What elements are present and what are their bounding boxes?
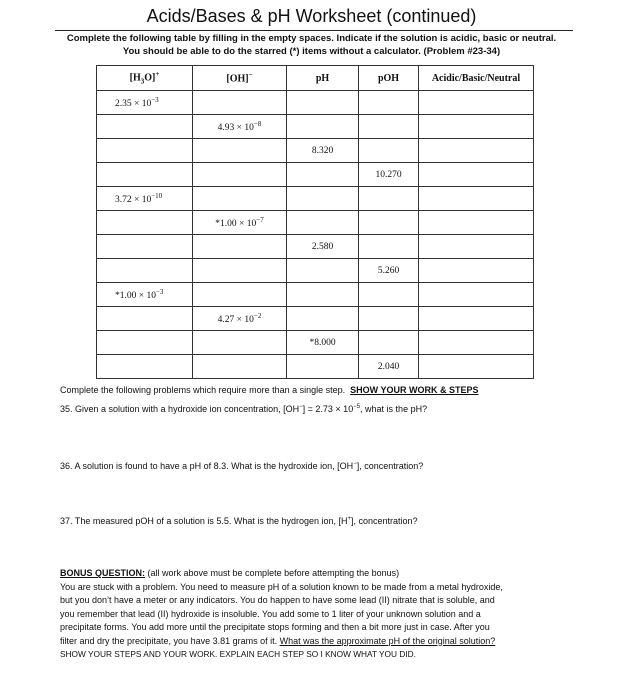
- cell-nature: [419, 115, 534, 139]
- cell-h3o: [97, 355, 193, 379]
- table-row: [97, 259, 534, 283]
- cell-nature: [419, 307, 534, 331]
- cell-poh: [359, 211, 419, 235]
- cell-h3o: [97, 211, 193, 235]
- ph-table: [96, 65, 534, 379]
- cell-oh: [193, 259, 287, 283]
- cell-h3o: $3.72 \times 10^{-10}$: [97, 187, 193, 211]
- show-work-emphasis: SHOW YOUR WORK & STEPS: [350, 385, 479, 395]
- table-row: [97, 331, 534, 355]
- cell-oh: [193, 331, 287, 355]
- header-poh: pOH: [359, 66, 419, 91]
- problem-36: 36. A solution is found to have a pH of 8.3. What is the hydroxide ion, [OH−], concentration?: [60, 461, 424, 471]
- bonus-heading: BONUS QUESTION: (all work above must be complete before attempting the bonus): [60, 568, 400, 578]
- cell-poh: [359, 235, 419, 259]
- header-oh: [OH]−: [193, 66, 287, 91]
- cell-nature: [419, 139, 534, 163]
- bonus-line-5: filter and dry the precipitate, you have 3.81 grams of it. What was the approximate pH of the original solution?: [60, 635, 496, 646]
- cell-oh: [193, 283, 287, 307]
- cell-oh: [193, 355, 287, 379]
- cell-ph: [287, 283, 359, 307]
- cell-nature: [419, 355, 534, 379]
- instruction-line-1: Complete the following table by filling in the empty spaces. Indicate if the solution is acidic, basic or neutral.: [66, 33, 557, 44]
- table-body: [97, 91, 534, 379]
- header-nature: Acidic/Basic/Neutral: [419, 66, 534, 91]
- table-row: [97, 91, 534, 115]
- bonus-line-2: but you don’t have a meter or any indicators. You do happen to have some lead (II) nitrate that is soluble, and: [60, 595, 495, 605]
- problem-35: 35. Given a solution with a hydroxide ion concentration, $[OH^-] = 2.73 \times 10^{-5}$, what is the pH?: [60, 404, 428, 414]
- cell-oh: [193, 139, 287, 163]
- cell-ph: [287, 355, 359, 379]
- bonus-question: [60, 567, 580, 662]
- bonus-line-3: you remember that lead (II) hydroxide is insoluble. You add some to 1 liter of your unknown solution and a: [60, 608, 481, 619]
- cell-h3o: [97, 235, 193, 259]
- cell-poh: 5.260: [359, 259, 419, 283]
- cell-h3o: [97, 115, 193, 139]
- bonus-line-6: SHOW YOUR STEPS AND YOUR WORK. EXPLAIN EACH STEP SO I KNOW WHAT YOU DID.: [60, 649, 416, 659]
- table-row: [97, 211, 534, 235]
- table-row: [97, 235, 534, 259]
- cell-poh: [359, 139, 419, 163]
- bonus-line-4: precipitate forms. You add more until the precipitate stops forming and then a bit more just in case. After you: [60, 622, 490, 632]
- bonus-label: BONUS QUESTION:: [60, 568, 146, 578]
- cell-ph: [287, 211, 359, 235]
- table-row: [97, 139, 534, 163]
- cell-poh: 10.270: [359, 163, 419, 187]
- worksheet-title: Acids/Bases & pH Worksheet (continued): [146, 6, 477, 26]
- problem-37: 37. The measured pOH of a solution is 5.5. What is the hydrogen ion, [H+], concentration?: [60, 516, 418, 526]
- cell-h3o: $*1.00 \times 10^{-3}$: [97, 283, 193, 307]
- cell-oh: [193, 91, 287, 115]
- table-header-row: [97, 66, 534, 91]
- cell-oh: [193, 235, 287, 259]
- cell-nature: [419, 187, 534, 211]
- cell-poh: [359, 331, 419, 355]
- cell-ph: [287, 259, 359, 283]
- cell-poh: 2.040: [359, 355, 419, 379]
- cell-oh: [193, 187, 287, 211]
- cell-ph: 8.320: [287, 139, 359, 163]
- instruction-line-2: You should be able to do the starred (*) items without a calculator. (Problem #23-34): [122, 46, 501, 57]
- cell-nature: [419, 211, 534, 235]
- cell-poh: [359, 187, 419, 211]
- table-row: [97, 283, 534, 307]
- problems-intro: Complete the following problems which require more than a single step. SHOW YOUR WORK & STEPS: [60, 385, 479, 395]
- table-row: [97, 355, 534, 379]
- cell-ph: 2.580: [287, 235, 359, 259]
- table-row: [97, 307, 534, 331]
- cell-h3o: [97, 259, 193, 283]
- title-underline: [55, 30, 573, 31]
- cell-nature: [419, 331, 534, 355]
- cell-ph: [287, 163, 359, 187]
- cell-h3o: [97, 163, 193, 187]
- cell-nature: [419, 235, 534, 259]
- cell-nature: [419, 163, 534, 187]
- cell-h3o: [97, 331, 193, 355]
- cell-ph: [287, 307, 359, 331]
- cell-ph: *8.000: [287, 331, 359, 355]
- cell-nature: [419, 283, 534, 307]
- cell-oh: [193, 163, 287, 187]
- cell-ph: [287, 115, 359, 139]
- cell-oh: $4.27 \times 10^{-2}$: [193, 307, 287, 331]
- cell-oh: $*1.00 \times 10^{-7}$: [193, 211, 287, 235]
- cell-h3o: $2.35 \times 10^{-3}$: [97, 91, 193, 115]
- bonus-line-1: You are stuck with a problem. You need to measure pH of a solution known to be made from a metal hydroxide,: [60, 581, 503, 592]
- cell-poh: [359, 115, 419, 139]
- cell-oh: $4.93 \times 10^{-8}$: [193, 115, 287, 139]
- cell-poh: [359, 307, 419, 331]
- cell-poh: [359, 283, 419, 307]
- cell-poh: [359, 91, 419, 115]
- table-instructions: [30, 32, 593, 58]
- cell-h3o: [97, 307, 193, 331]
- table-row: [97, 115, 534, 139]
- cell-nature: [419, 259, 534, 283]
- header-h3o: $[H_3O]^+$: [97, 66, 193, 91]
- cell-nature: [419, 91, 534, 115]
- cell-ph: [287, 91, 359, 115]
- bonus-question-prompt: What was the approximate pH of the original solution?: [279, 635, 496, 646]
- table-row: [97, 187, 534, 211]
- cell-h3o: [97, 139, 193, 163]
- header-ph: pH: [287, 66, 359, 91]
- cell-ph: [287, 187, 359, 211]
- table-row: [97, 163, 534, 187]
